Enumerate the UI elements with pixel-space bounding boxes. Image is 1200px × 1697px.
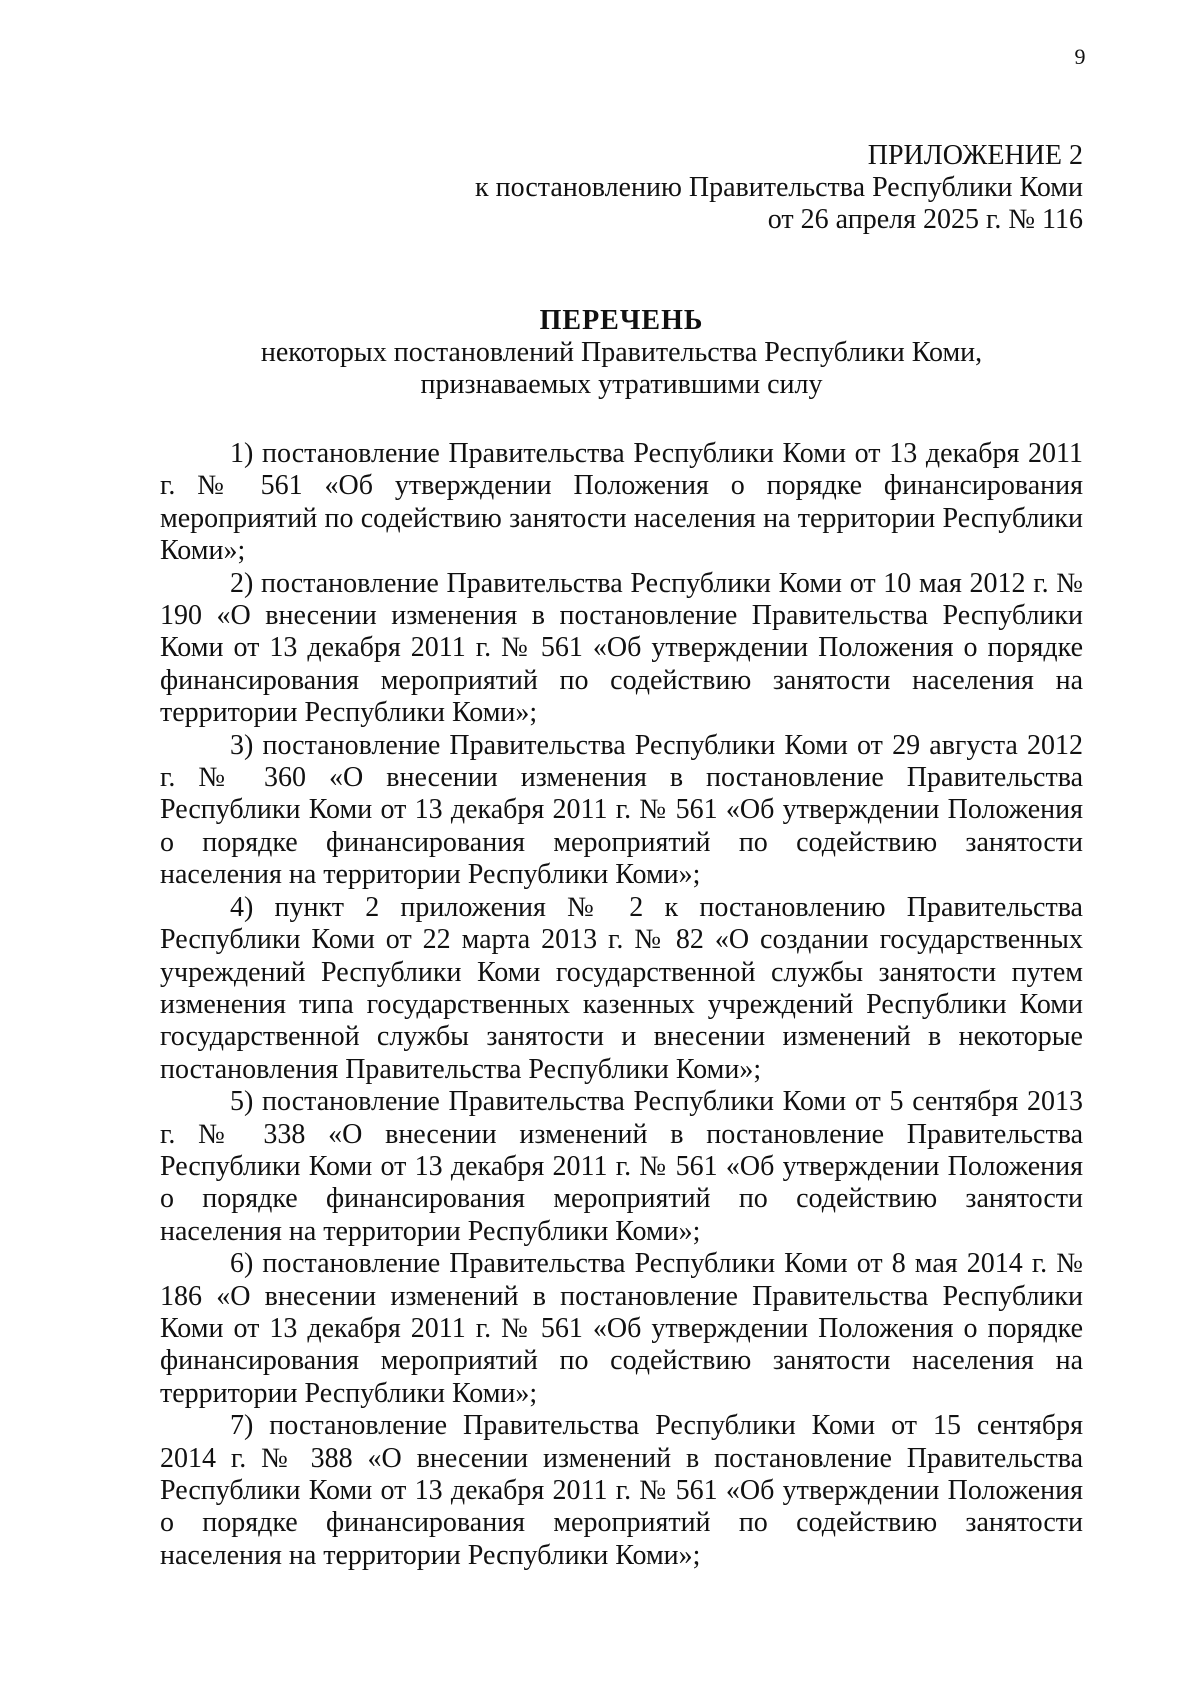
list-item: 4) пункт 2 приложения № 2 к постановлению Правительства Республики Коми от 22 марта 2013 г. № 82 «О создании государственных учреждений Республики Коми государственной службы занятости путем изменения типа государственных казенных учреждений Республики Коми государственной службы занятости и внесении изменений в некоторые постановления Правительства Республики Коми»; [160, 891, 1083, 1085]
document-title: ПЕРЕЧЕНЬ [539, 305, 704, 336]
document-body [160, 438, 1083, 1572]
document-subtitle-line-1: некоторых постановлений Правительства Республики Коми, [260, 337, 983, 368]
document-subtitle-line-2: признаваемых утратившими силу [420, 369, 823, 400]
list-item: 1) постановление Правительства Республики Коми от 13 декабря 2011 г. № 561 «Об утверждении Положения о порядке финансирования мероприятий по содействию занятости населения на территории Республики Коми»; [160, 438, 1083, 567]
list-item: 6) постановление Правительства Республики Коми от 8 мая 2014 г. № 186 «О внесении изменений в постановление Правительства Республики Коми от 13 декабря 2011 г. № 561 «Об утверждении Положения о порядке финансирования мероприятий по содействию занятости населения на территории Республики Коми»; [160, 1248, 1083, 1409]
list-item: 2) постановление Правительства Республики Коми от 10 мая 2012 г. № 190 «О внесении изменения в постановление Правительства Республики Коми от 13 декабря 2011 г. № 561 «Об утверждении Положения о порядке финансирования мероприятий по содействию занятости населения на территории Республики Коми»; [160, 567, 1083, 729]
page-number: 9 [1074, 44, 1086, 69]
appendix-block [475, 140, 1083, 236]
document-heading [160, 305, 1083, 401]
list-item: 3) постановление Правительства Республики Коми от 29 августа 2012 г. № 360 «О внесении изменения в постановление Правительства Республики Коми от 13 декабря 2011 г. № 561 «Об утверждении Положения о порядке финансирования мероприятий по содействию занятости населения на территории Республики Коми»; [160, 729, 1083, 891]
list-item: 5) постановление Правительства Республики Коми от 5 сентября 2013 г. № 338 «О внесении изменений в постановление Правительства Республики Коми от 13 декабря 2011 г. № 561 «Об утверждении Положения о порядке финансирования мероприятий по содействию занятости населения на территории Республики Коми»; [160, 1086, 1083, 1247]
list-item: 7) постановление Правительства Республики Коми от 15 сентября 2014 г. № 388 «О внесении изменений в постановление Правительства Республики Коми от 13 декабря 2011 г. № 561 «Об утверждении Положения о порядке финансирования мероприятий по содействию занятости населения на территории Республики Коми»; [160, 1410, 1083, 1571]
appendix-date: от 26 апреля 2025 г. № 116 [767, 204, 1083, 235]
appendix-reference: к постановлению Правительства Республики Коми [475, 172, 1083, 203]
appendix-title: ПРИЛОЖЕНИЕ 2 [867, 140, 1083, 171]
